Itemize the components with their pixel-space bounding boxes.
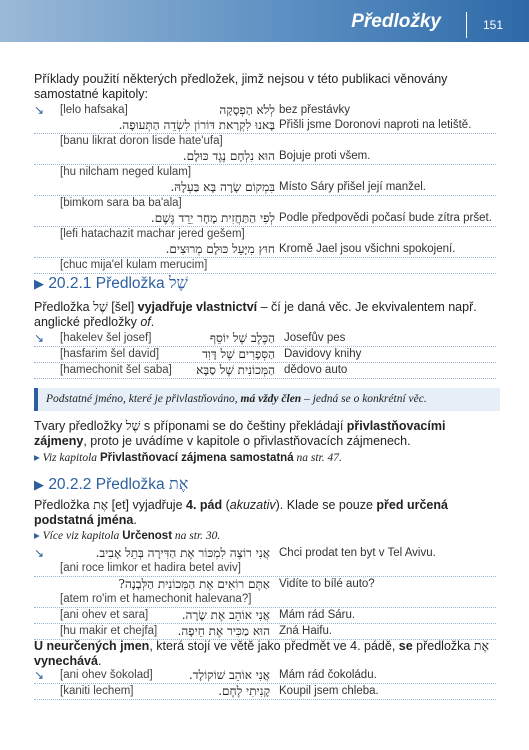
hebrew-text: קָנִיתִי לֶחֶם. — [218, 684, 270, 698]
example-row-tr — [34, 165, 496, 180]
transliteration: [ani ohev et sara] — [60, 609, 149, 621]
example-row — [34, 608, 496, 624]
example-row — [34, 180, 496, 196]
hebrew-text: חוּץ מִיָּעֵל כּוּלָם מְרוּצִים. — [165, 242, 275, 256]
example-row-tr — [34, 227, 496, 242]
translation: Koupil jsem chleba. — [279, 685, 379, 697]
hebrew-text: אֲנִי רוֹצֶה לִמְכּוֹר אֶת הַדִּירָה בְּתֵל אָבִיב. — [95, 546, 270, 560]
hebrew-text: אֲנִי אוֹהֵב אֶת שָׂרָה. — [181, 608, 270, 622]
transliteration: [hasfarim šel david] — [60, 348, 160, 360]
example-row — [34, 149, 496, 165]
example-row-tr — [34, 134, 496, 149]
transliteration: [hu nilcham neged kulam] — [60, 166, 192, 178]
note-box: Podstatné jméno, které je přivlastňováno, má vždy člen – jedná se o konkrétní věc. — [34, 388, 500, 411]
chapter-title: Předložky — [351, 11, 441, 32]
example-row — [34, 546, 496, 561]
arrow-icon: ↘ — [34, 668, 45, 682]
example-row — [34, 684, 496, 700]
header-divider — [466, 12, 467, 38]
example-row — [34, 118, 496, 134]
section-number: 20.2.1 — [48, 275, 92, 292]
hebrew-text: הַכֶּלֶב שֶׁל יוֹסֵף — [209, 331, 275, 345]
triangle-icon: ▶ — [34, 276, 44, 291]
paragraph-sel-suffixes: Tvary předložky שֶׁל s příponami se do češtiny překládají přivlastňovacími zájmeny, proto je uvádíme v kapitole o přivlastňovacích zájmenech. — [34, 418, 446, 448]
examples-list-4 — [34, 668, 496, 700]
hebrew-text: לְלֹא הַפְסָקָה — [219, 103, 275, 117]
example-row — [34, 242, 496, 258]
hebrew-text: הַסְּפָרִים שֶׁל דָּוִד — [202, 347, 275, 361]
translation: Kromě Jael jsou všichni spokojení. — [279, 243, 456, 255]
section-heading-20-2-1 — [34, 273, 496, 294]
translation: Josefův pes — [284, 332, 346, 344]
arrow-icon: ↘ — [34, 103, 45, 117]
hebrew-text: אַתֶּם רוֹאִים אֶת הַמְּכוֹנִית הַלְּבָנָה? — [118, 577, 270, 591]
section-hebrew: אֶת — [168, 474, 189, 493]
intro-text: Příklady použití některých předložek, jimž nejsou v této publikaci věnovány samostatné kapitoly: — [34, 72, 448, 101]
arrow-icon: ↘ — [34, 331, 45, 345]
transliteration: [hu makir et chejfa] — [60, 625, 158, 637]
transliteration: [ani ohev šokolad] — [60, 669, 153, 681]
triangle-icon: ▶ — [34, 477, 44, 492]
hebrew-text: בָּאנוּ לִקְרַאת דּוֹרוֹן לִשְׂדֵה הַתְּעוּפָה. — [118, 118, 275, 132]
paragraph-indefinite: U neurčených jmen, která stojí ve větě jako předmět ve 4. pádě, se předložka אֶת vynechává. — [34, 638, 489, 668]
transliteration: [lefi hatachazit machar jered gešem] — [60, 228, 245, 240]
paragraph-et: Předložka אֶת [et] vyjadřuje 4. pád (akuzativ). Klade se pouze před určená podstatná jména. — [34, 497, 448, 527]
example-row — [34, 363, 496, 379]
section-heading-20-2-2 — [34, 474, 496, 495]
translation: Vidíte to bílé auto? — [279, 578, 375, 590]
hebrew-text: בִּמְקוֹם שָׂרָה בָּא בַּעְלָהּ. — [170, 180, 275, 194]
translation: Mám rád čokoládu. — [279, 669, 377, 681]
small-triangle-icon: ▸ — [34, 452, 40, 464]
translation: Místo Sáry přišel její manžel. — [279, 181, 426, 193]
hebrew-text: הוּא נִלְחָם נֶגֶד כּוּלָם. — [182, 149, 275, 163]
transliteration: [kaniti lechem] — [60, 685, 134, 697]
page-header — [0, 0, 529, 42]
transliteration: [hakelev šel josef] — [60, 332, 152, 344]
section-hebrew: שֶׁל — [168, 273, 188, 292]
example-row — [34, 103, 496, 118]
translation: Přišli jsme Doronovi naproti na letiště. — [279, 119, 472, 131]
example-row — [34, 331, 496, 347]
transliteration: [bimkom sara ba ba'ala] — [60, 197, 182, 209]
section-number: 20.2.2 — [48, 476, 92, 493]
transliteration: [banu likrat doron lisde hate'ufa] — [60, 135, 223, 147]
hebrew-text: הַמְּכוֹנִית שֶׁל סַבָּא — [196, 363, 275, 377]
translation: Zná Haifu. — [279, 625, 333, 637]
translation: Podle předpovědi počasí bude zítra pršet. — [279, 212, 492, 224]
transliteration: [hamechonit šel saba] — [60, 364, 172, 376]
cross-reference-1[interactable]: ▸ Viz kapitola Přivlastňovací zájmena samostatná na str. 47. — [34, 452, 342, 464]
example-row-tr — [34, 196, 496, 211]
cross-reference-2[interactable]: ▸ Více viz kapitola Určenost na str. 30. — [34, 530, 221, 542]
examples-list-3 — [34, 546, 496, 640]
translation: bez přestávky — [279, 104, 350, 116]
translation: Mám rád Sáru. — [279, 609, 356, 621]
example-row — [34, 668, 496, 684]
example-row-tr — [34, 258, 496, 274]
hebrew-text: הוּא מַכִּיר אֶת חֵיפָה. — [177, 624, 270, 638]
example-row-tr — [34, 561, 496, 577]
translation: dědovo auto — [284, 364, 348, 376]
transliteration: [lelo hafsaka] — [60, 104, 128, 116]
translation: Bojuje proti všem. — [279, 150, 371, 162]
section-title: Předložka — [95, 275, 165, 292]
transliteration: [chuc mija'el kulam merucim] — [60, 259, 208, 271]
example-row — [34, 577, 496, 592]
page-number: 151 — [482, 18, 503, 32]
transliteration: [ani roce limkor et hadira betel aviv] — [60, 562, 241, 574]
translation: Chci prodat ten byt v Tel Avivu. — [279, 547, 436, 559]
small-triangle-icon: ▸ — [34, 530, 40, 542]
hebrew-text: אֲנִי אוֹהֵב שׁוֹקוֹלָד. — [188, 668, 270, 682]
examples-list-1 — [34, 103, 496, 274]
arrow-icon: ↘ — [34, 546, 45, 560]
hebrew-text: לְפִי הַתַּחֲזִית מָחָר יֵרֵד גֶּשֶׁם. — [150, 211, 275, 225]
section-title: Předložka — [95, 476, 165, 493]
translation: Davidovy knihy — [284, 348, 362, 360]
paragraph-sel: Předložka שֶׁל [šel] vyjadřuje vlastnictví – čí je daná věc. Je ekvivalentem např. anglické předložky of. — [34, 299, 477, 329]
examples-list-2 — [34, 331, 496, 379]
example-row — [34, 347, 496, 363]
example-row-tr — [34, 592, 496, 608]
transliteration: [atem ro'im et hamechonit halevana?] — [60, 593, 252, 605]
example-row — [34, 211, 496, 227]
intro-block — [34, 72, 496, 102]
